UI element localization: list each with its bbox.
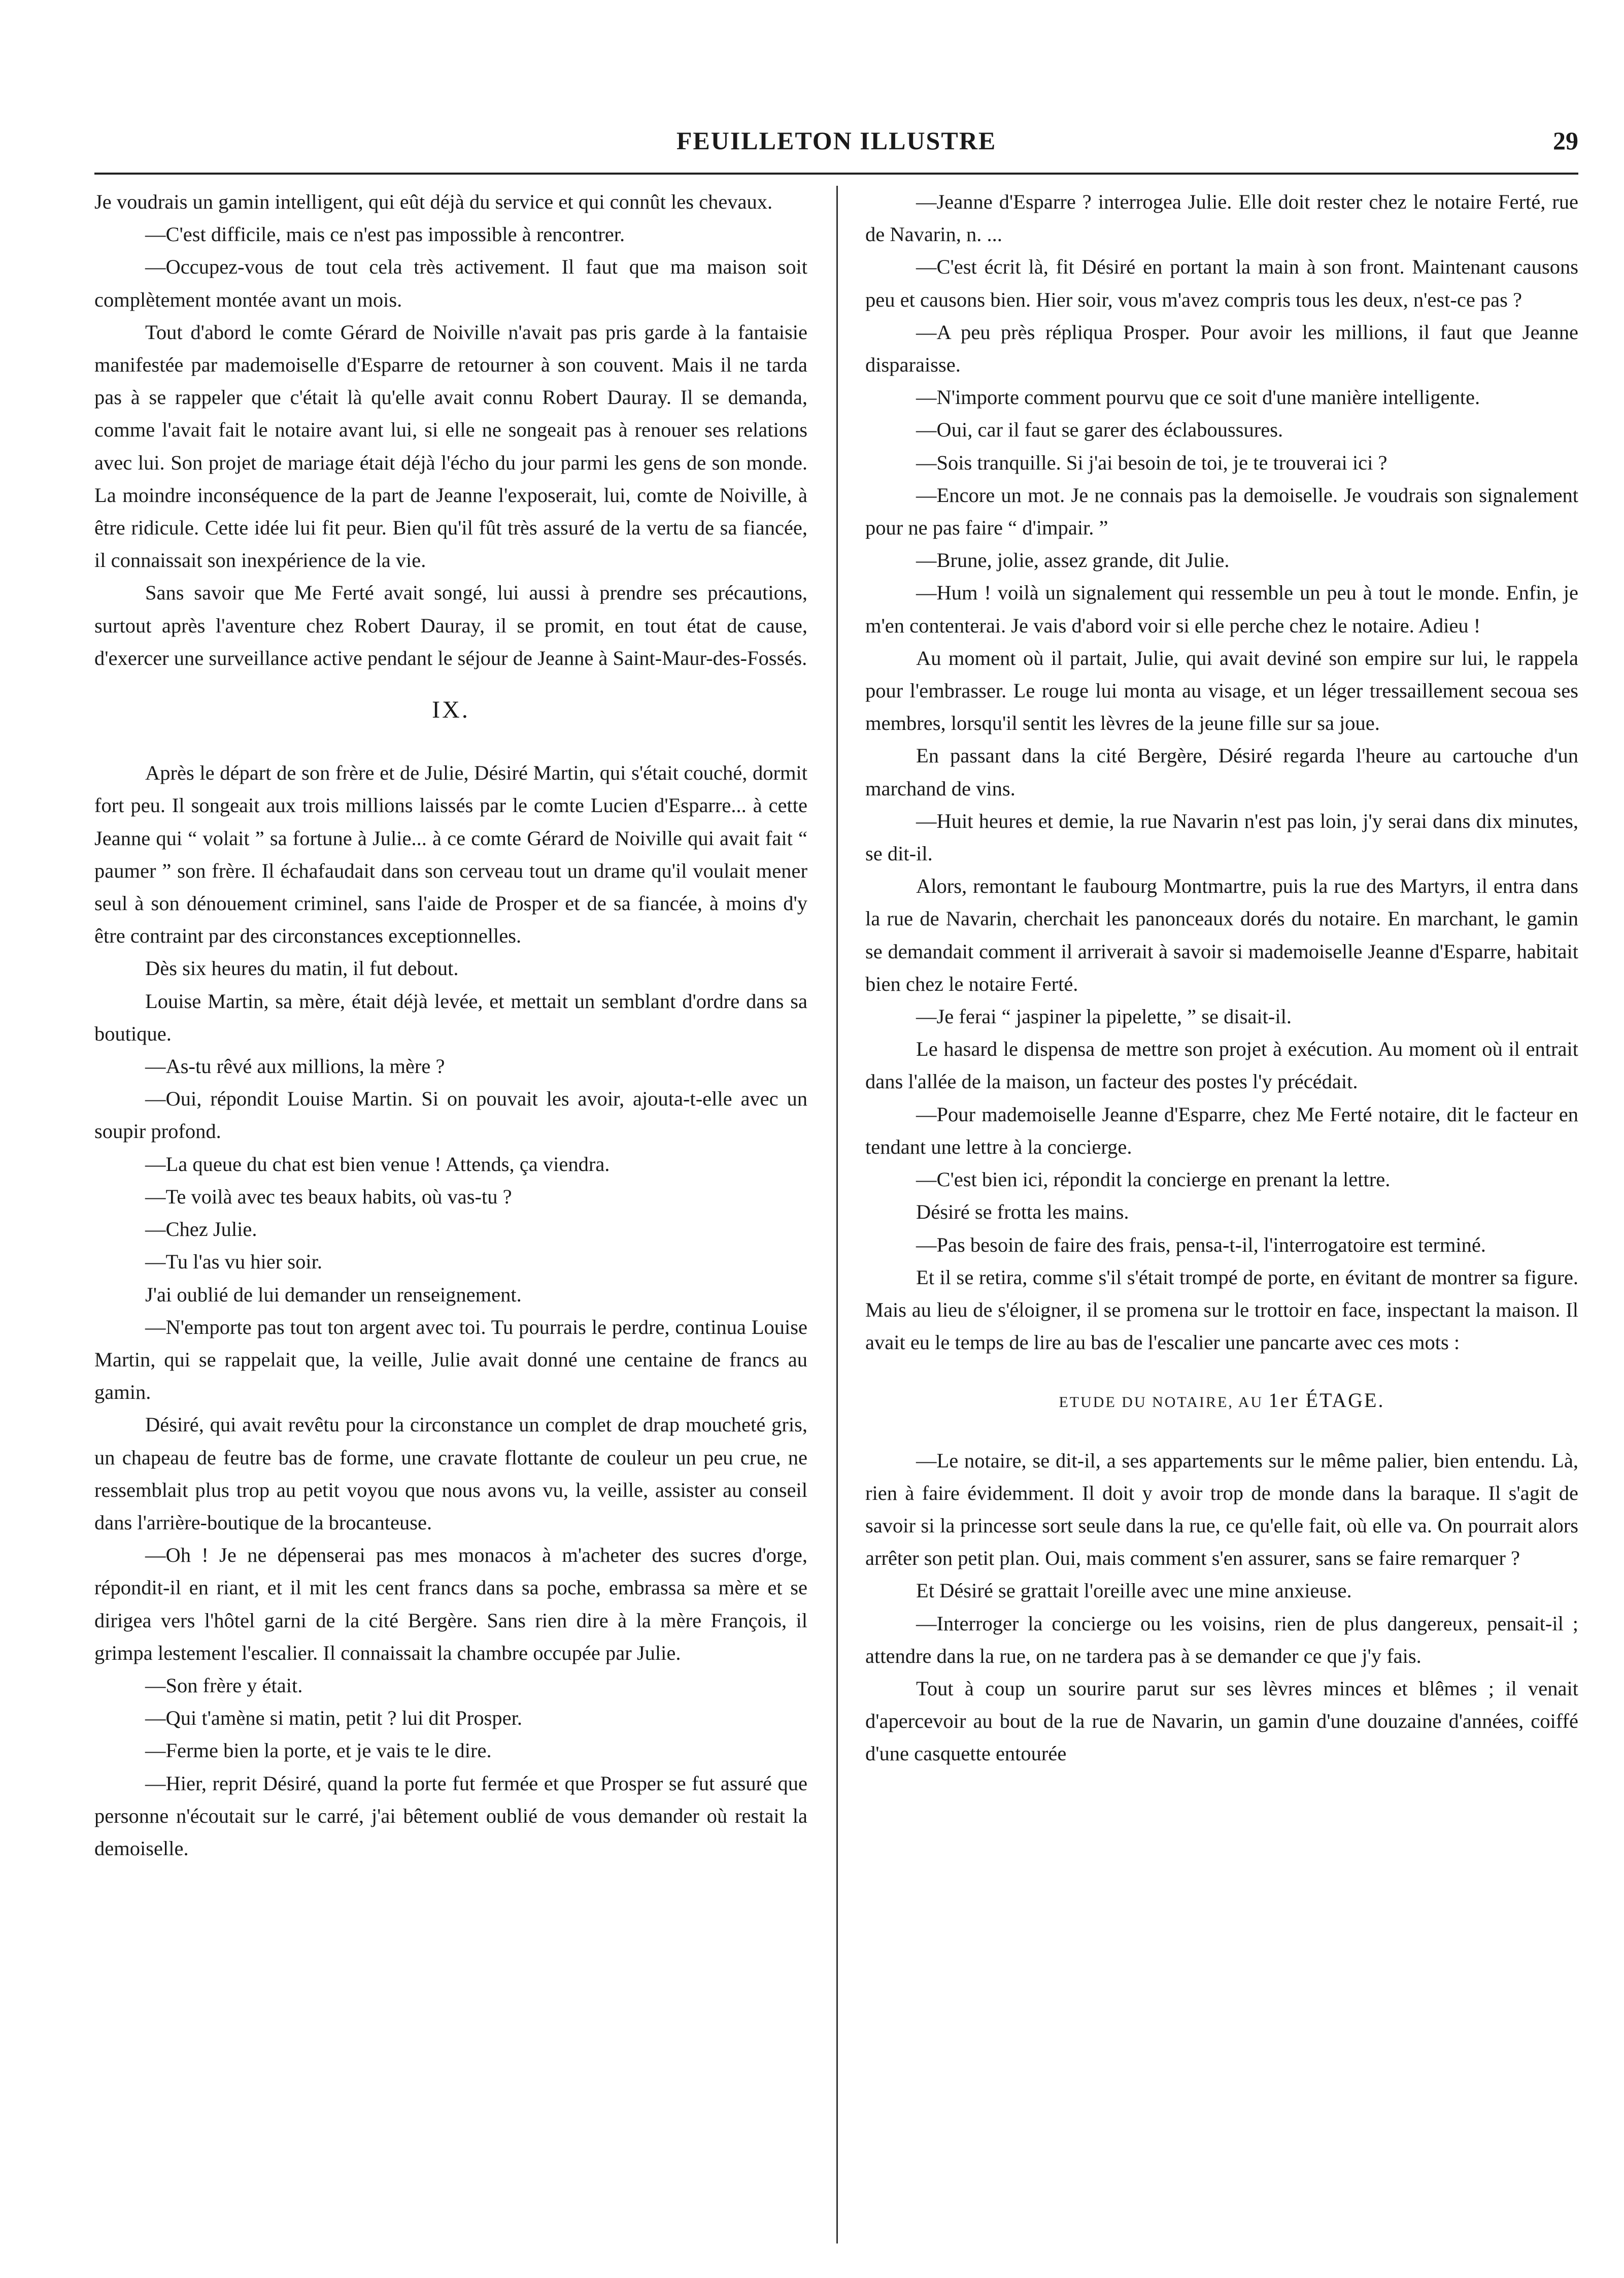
paragraph: Tout à coup un sourire parut sur ses lèvres minces et blêmes ; il venait d'apercevoir au bout de la rue de Navarin, un gamin d'une douzaine d'années, coiffé d'une casquette entourée xyxy=(865,1677,1578,1765)
paragraph: —Qui t'amène si matin, petit ? lui dit Prosper. xyxy=(145,1706,522,1730)
paragraph: Louise Martin, sa mère, était déjà levée, et mettait un semblant d'ordre dans sa boutique. xyxy=(94,989,807,1045)
page-number: 29 xyxy=(1553,126,1578,155)
paragraph: —As-tu rêvé aux millions, la mère ? xyxy=(145,1055,445,1078)
paragraph: —La queue du chat est bien venue ! Attends, ça viendra. xyxy=(145,1152,610,1176)
paragraph: —C'est bien ici, répondit la concierge en prenant la lettre. xyxy=(916,1168,1391,1191)
paragraph: —Te voilà avec tes beaux habits, où vas-tu ? xyxy=(145,1185,512,1208)
paragraph: —Je ferai “ jaspiner la pipelette, ” se disait-il. xyxy=(916,1005,1292,1028)
chapter-heading: IX. xyxy=(432,696,470,724)
paragraph: —Oui, car il faut se garer des éclaboussures. xyxy=(916,418,1283,442)
text-columns xyxy=(94,186,1578,2243)
paragraph: —C'est écrit là, fit Désiré en portant la main à son front. Maintenant causons peu et causons bien. Hier soir, vous m'avez compris tous les deux, n'est-ce pas ? xyxy=(865,255,1578,311)
running-title: FEUILLETON ILLUSTRE xyxy=(676,126,997,155)
paragraph: —Oui, répondit Louise Martin. Si on pouvait les avoir, ajouta-t-elle avec un soupir profond. xyxy=(94,1087,807,1143)
paragraph: —Ferme bien la porte, et je vais te le dire. xyxy=(145,1739,492,1762)
paragraph: En passant dans la cité Bergère, Désiré regarda l'heure au cartouche d'un marchand de vins. xyxy=(865,744,1578,800)
paragraph: —Interroger la concierge ou les voisins, rien de plus dangereux, pensait-il ; attendre dans la rue, on ne tardera pas à se demander ce que j'y fais. xyxy=(865,1612,1578,1667)
paragraph: Et il se retira, comme s'il s'était trompé de porte, en évitant de montrer sa figure. Mais au lieu de s'éloigner, il se promena sur le trottoir en face, inspectant la maison. Il avait eu le temps de lire au bas de l'escalier une pancarte avec ces mots : xyxy=(865,1265,1578,1354)
left-column xyxy=(94,186,807,1865)
paragraph: —Hum ! voilà un signalement qui ressemble un peu à tout le monde. Enfin, je m'en contenterai. Je vais d'abord voir si elle perche chez le notaire. Adieu ! xyxy=(865,581,1578,637)
paragraph: —Huit heures et demie, la rue Navarin n'est pas loin, j'y serai dans dix minutes, se dit-il. xyxy=(865,809,1578,865)
paragraph: —C'est difficile, mais ce n'est pas impossible à rencontrer. xyxy=(145,223,625,246)
paragraph: —Jeanne d'Esparre ? interrogea Julie. Elle doit rester chez le notaire Ferté, rue de Navarin, n. ... xyxy=(865,190,1578,246)
paragraph: —Encore un mot. Je ne connais pas la demoiselle. Je voudrais son signalement pour ne pas faire “ d'impair. ” xyxy=(865,483,1578,540)
paragraph: Au moment où il partait, Julie, qui avait deviné son empire sur lui, le rappela pour l'embrasser. Le rouge lui monta au visage, et un léger tressaillement secoua ses membres, lorsqu'il sentit les lèvres de la jeune fille sur sa joue. xyxy=(865,646,1578,735)
newspaper-page xyxy=(94,122,1578,2243)
paragraph: —Brune, jolie, assez grande, dit Julie. xyxy=(916,549,1230,572)
sign-text: ETUDE DU NOTAIRE, AU xyxy=(1059,1394,1264,1411)
paragraph: J'ai oublié de lui demander un renseignement. xyxy=(145,1283,522,1306)
paragraph: Sans savoir que Me Ferté avait songé, lui aussi à prendre ses précautions, surtout après l'aventure chez Robert Dauray, il se promit, en tout état de cause, d'exercer une surveillance active pendant le séjour de Jeanne à Saint-Maur-des-Fossés. xyxy=(94,581,807,669)
paragraph: —Tu l'as vu hier soir. xyxy=(145,1250,322,1274)
paragraph: Après le départ de son frère et de Julie, Désiré Martin, qui s'était couché, dormit fort peu. Il songeait aux trois millions laissés par le comte Lucien d'Esparre... à cette Jeanne qui “ volait ” sa fortune à Julie... à ce comte Gérard de Noiville qui avait fait “ paumer ” son frère. Il échafaudait dans son cerveau tout un drame qu'il voulait mener seul à son dénouement criminel, sans l'aide de Prosper et de sa fiancée, à moins d'y être contraint par des circonstances exceptionnelles. xyxy=(94,761,807,948)
paragraph: Alors, remontant le faubourg Montmartre, puis la rue des Martyrs, il entra dans la rue de Navarin, cherchait les panonceaux dorés du notaire. En marchant, le gamin se demandait comment il arriverait à savoir si mademoiselle Jeanne d'Esparre, habitait bien chez le notaire Ferté. xyxy=(865,875,1578,995)
paragraph: —Pas besoin de faire des frais, pensa-t-il, l'interrogatoire est terminé. xyxy=(916,1233,1486,1256)
header-rule xyxy=(94,173,1578,175)
paragraph: —Occupez-vous de tout cela très activement. Il faut que ma maison soit complètement montée avant un mois. xyxy=(94,255,807,311)
paragraph: —Hier, reprit Désiré, quand la porte fut fermée et que Prosper se fut assuré que personne n'écoutait sur le carré, j'ai bêtement oublié de vous demander où restait la demoiselle. xyxy=(94,1771,807,1860)
paragraph: Tout d'abord le comte Gérard de Noiville n'avait pas pris garde à la fantaisie manifestée par mademoiselle d'Esparre de retourner à son couvent. Mais il ne tarda pas à se rappeler que c'était là qu'elle avait connu Robert Dauray. Il se demanda, comme l'avait fait le notaire avant lui, si elle ne songeait pas à renouer ses relations avec lui. Son projet de mariage était déjà l'écho du jour parmi les gens de son monde. La moindre inconséquence de la part de Jeanne l'exposerait, lui, comte de Noiville, à être ridicule. Cette idée lui fit peur. Bien qu'il fût très assuré de la vertu de sa fiancée, il connaissait son inexpérience de la vie. xyxy=(94,320,807,572)
paragraph: —N'emporte pas tout ton argent avec toi. Tu pourrais le perdre, continua Louise Martin, qui se rappelait que, la veille, Julie avait donné une centaine de francs au gamin. xyxy=(94,1315,807,1404)
paragraph: Je voudrais un gamin intelligent, qui eût déjà du service et qui connût les chevaux. xyxy=(94,190,773,213)
paragraph: Désiré se frotta les mains. xyxy=(916,1200,1129,1224)
paragraph: —Le notaire, se dit-il, a ses appartements sur le même palier, bien entendu. Là, rien à faire évidemment. Il doit y avoir trop de monde dans la baraque. Il s'agit de savoir si la princesse sort seule dans la rue, ce qu'elle fait, où elle va. On pourrait alors arrêter son petit plan. Oui, mais comment s'en assurer, sans se faire remarquer ? xyxy=(865,1449,1578,1570)
paragraph: —N'importe comment pourvu que ce soit d'une manière intelligente. xyxy=(916,386,1480,409)
column-divider xyxy=(836,186,838,2243)
paragraph: Et Désiré se grattait l'oreille avec une mine anxieuse. xyxy=(916,1579,1352,1602)
paragraph: —Pour mademoiselle Jeanne d'Esparre, chez Me Ferté notaire, dit le facteur en tendant une lettre à la concierge. xyxy=(865,1102,1578,1158)
paragraph: Désiré, qui avait revêtu pour la circonstance un complet de drap moucheté gris, un chapeau de feutre bas de forme, une cravate flottante de couleur un peu crue, ne ressemblait plus trop au petit voyou que nous avons vu, la veille, assister au conseil dans l'arrière-boutique de la brocanteuse. xyxy=(94,1413,807,1534)
paragraph: Dès six heures du matin, il fut debout. xyxy=(145,957,459,980)
page-header xyxy=(94,122,1578,178)
paragraph: —Sois tranquille. Si j'ai besoin de toi, je te trouverai ici ? xyxy=(916,451,1388,474)
paragraph: —A peu près répliqua Prosper. Pour avoir les millions, il faut que Jeanne disparaisse. xyxy=(865,320,1578,377)
paragraph: —Chez Julie. xyxy=(145,1218,257,1241)
paragraph: Le hasard le dispensa de mettre son projet à exécution. Au moment où il entrait dans l'allée de la maison, un facteur des postes l'y précédait. xyxy=(865,1037,1578,1093)
notary-sign xyxy=(865,1384,1578,1419)
paragraph: —Son frère y était. xyxy=(145,1673,303,1697)
paragraph: —Oh ! Je ne dépenserai pas mes monacos à m'acheter des sucres d'orge, répondit-il en riant, et il mit les cent francs dans sa poche, embrassa sa mère et se dirigea vers l'hôtel garni de la cité Bergère. Sans rien dire à la mère François, il grimpa lestement l'escalier. Il connaissait la chambre occupée par Julie. xyxy=(94,1544,807,1664)
sign-floor: 1er ÉTAGE. xyxy=(1268,1389,1385,1412)
right-column xyxy=(865,186,1578,1770)
